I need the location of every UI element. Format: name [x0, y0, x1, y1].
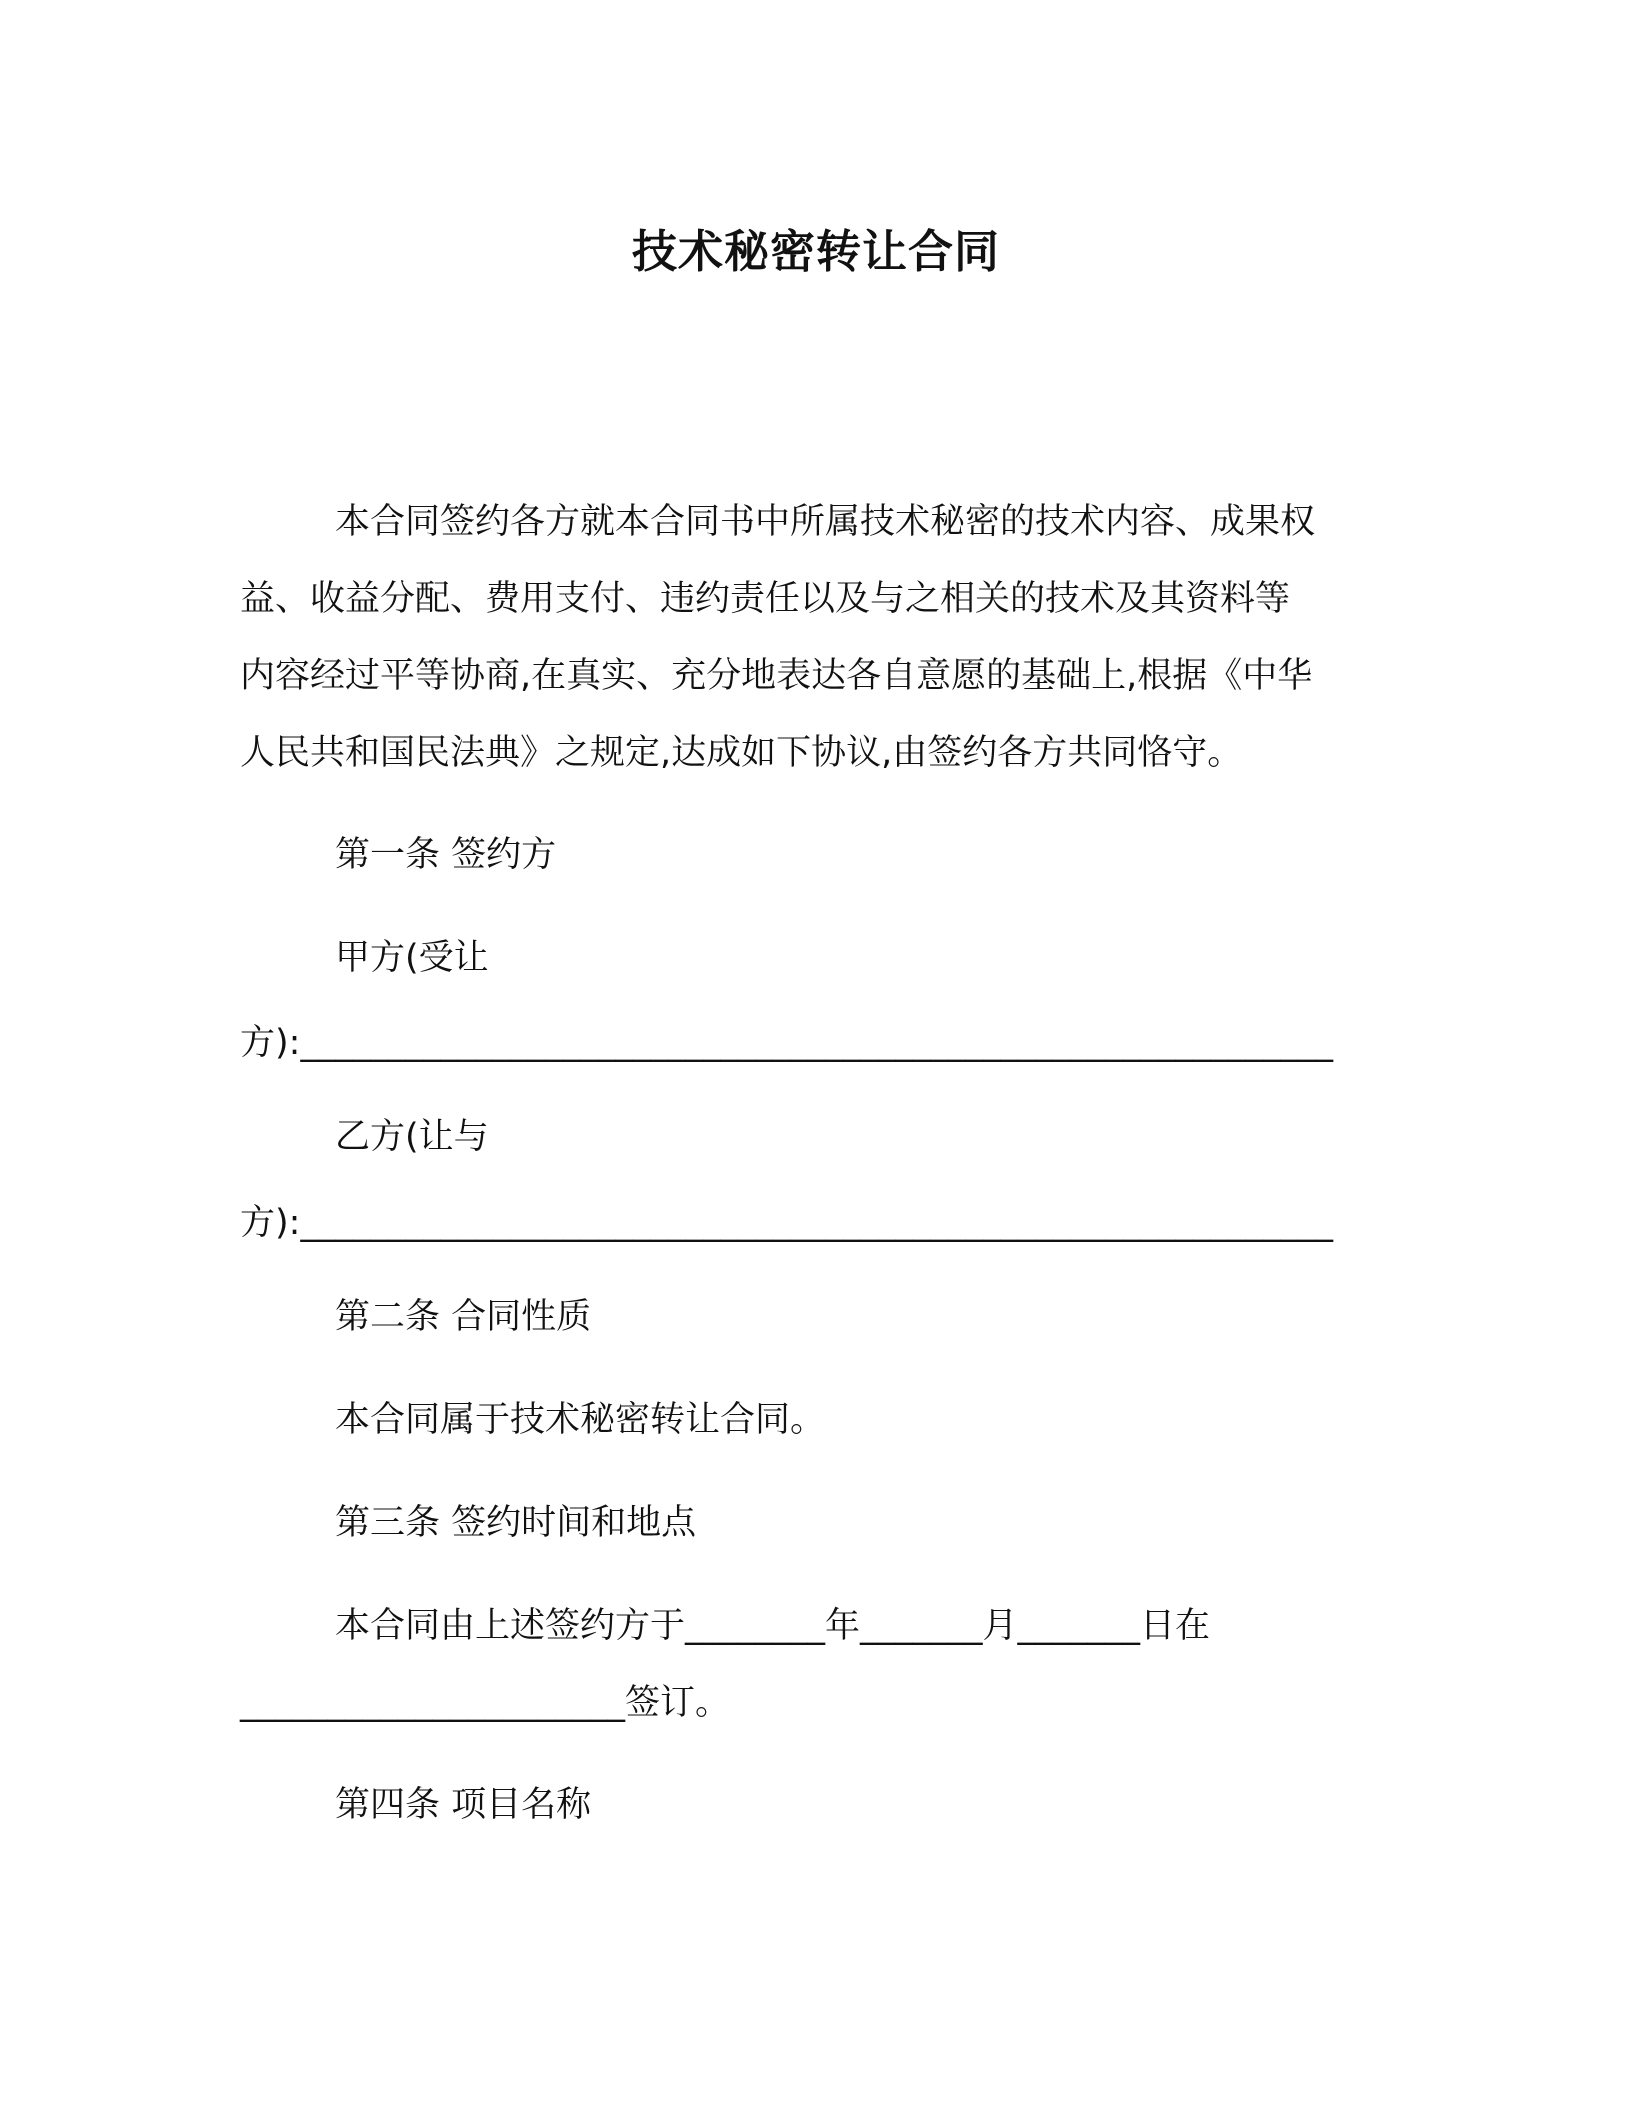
document-title: 技术秘密转让合同: [631, 225, 1000, 278]
article-3-body-line-1: 本合同由上述签约方于________年_______月_______日在: [335, 1606, 1211, 1646]
party-b-blank: 方):___________________________________________________________: [240, 1203, 1333, 1243]
article-3-body-line-2: ______________________签订。: [240, 1683, 731, 1723]
article-1-heading: 第一条 签约方: [335, 835, 557, 875]
article-3-heading: 第三条 签约时间和地点: [335, 1503, 697, 1543]
party-b-label: 乙方(让与: [335, 1117, 489, 1157]
article-2-body: 本合同属于技术秘密转让合同。: [335, 1400, 826, 1440]
party-a-blank: 方):___________________________________________________________: [240, 1023, 1333, 1063]
preamble-line-1: 本合同签约各方就本合同书中所属技术秘密的技术内容、成果权: [335, 502, 1316, 542]
preamble-line-2: 益、收益分配、费用支付、违约责任以及与之相关的技术及其资料等: [240, 579, 1291, 619]
party-a-label: 甲方(受让: [335, 938, 489, 978]
preamble-line-3: 内容经过平等协商,在真实、充分地表达各自意愿的基础上,根据《中华: [240, 656, 1313, 696]
article-4-heading: 第四条 项目名称: [335, 1785, 592, 1825]
article-2-heading: 第二条 合同性质: [335, 1297, 592, 1337]
preamble-line-4: 人民共和国民法典》之规定,达成如下协议,由签约各方共同恪守。: [240, 733, 1243, 773]
